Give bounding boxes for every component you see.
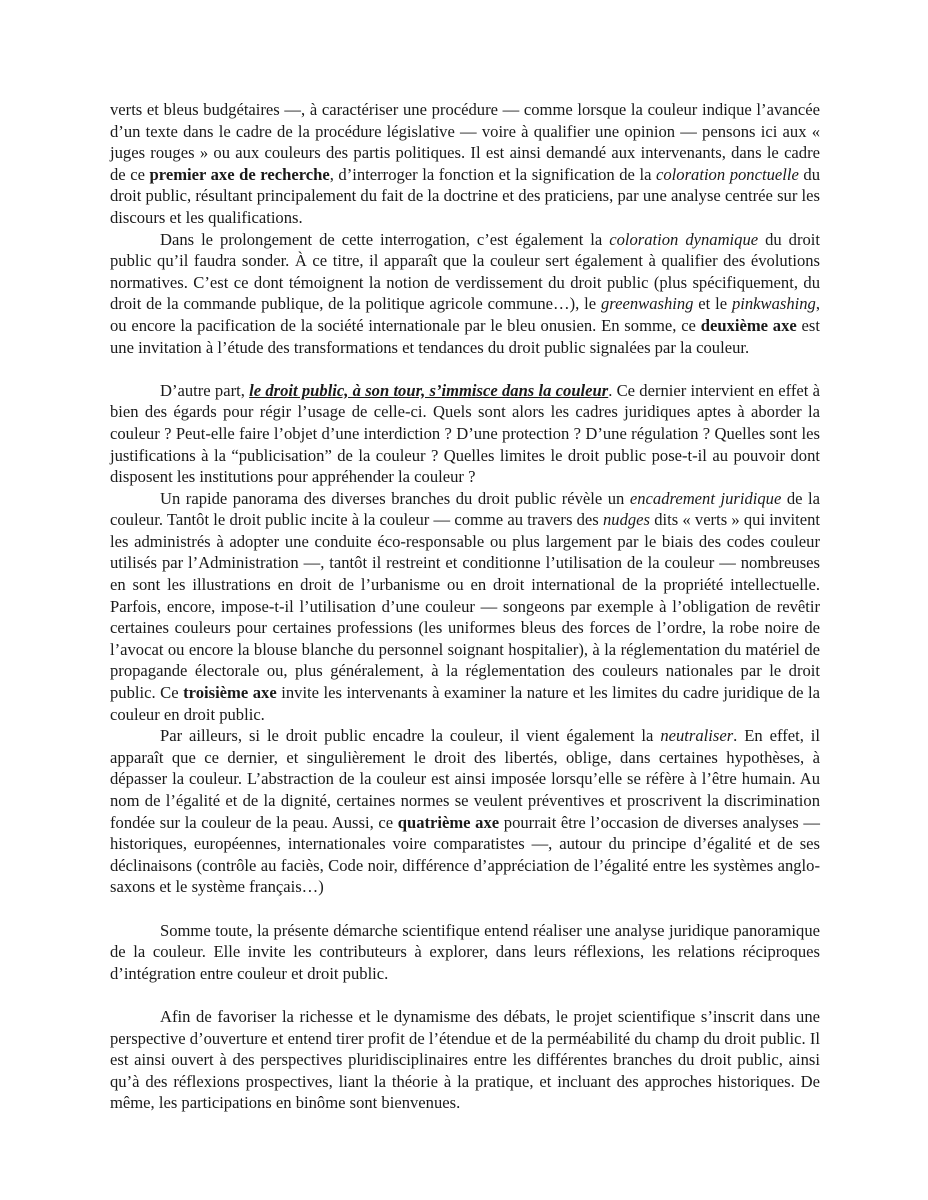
paragraph-axis-2: Dans le prolongement de cette interrogation, c’est également la coloration dynamique du droit public qu’il faudra sonder. À ce titre, il apparaît que la couleur sert également à qualifier des évolutions normatives. C’est ce dont témoignent la notion de verdissement du droit public (plus spécifiquement, du droit de la commande publique, de la politique agricole commune…), le greenwashing et le pinkwashing, ou encore la pacification de la société internationale par le bleu onusien. En somme, ce deuxième axe est une invitation à l’étude des transformations et tendances du droit public signalées par la couleur. xyxy=(110,229,820,357)
paragraph-second-part-intro: D’autre part, le droit public, à son tour, s’immisce dans la couleur. Ce dernier intervient en effet à bien des égards pour régir l’usage de celle-ci. Quels sont alors les cadres juridiques aptes à aborder la couleur ? Peut-elle faire l’objet d’une interdiction ? D’une protection ? D’une régulation ? Quelles sont les justifications à la “publicisation” de la couleur ? Quelles limites le droit public pose-t-il au pouvoir dont disposent les institutions pour appréhender la couleur ? xyxy=(110,380,820,487)
encadrement-juridique-term: encadrement juridique xyxy=(629,488,782,508)
paragraph-conclusion: Somme toute, la présente démarche scientifique entend réaliser une analyse juridique panoramique de la couleur. Elle invite les contributeurs à explorer, dans leurs réflexions, les relations réciproques d’intégration entre couleur et droit public. xyxy=(110,920,820,983)
axis-1-label: premier axe de recherche xyxy=(149,164,330,184)
axis-4-label: quatrième axe xyxy=(397,812,500,832)
coloration-ponctuelle-term: coloration ponctuelle xyxy=(656,164,799,184)
paragraph-openness: Afin de favoriser la richesse et le dynamisme des débats, le projet scientifique s’inscrit dans une perspective d’ouverture et entend tirer profit de l’étendue et de la perméabilité du champ du droit public. Il est ainsi ouvert à des perspectives pluridisciplinaires entre les différentes branches du droit public, ainsi qu’à des réflexions prospectives, liant la théorie à la pratique, et incluant des approches historiques. De même, les participations en binôme sont bienvenues. xyxy=(110,1006,820,1113)
second-part-heading: le droit public, à son tour, s’immisce dans la couleur xyxy=(249,380,609,400)
nudges-term: nudges xyxy=(602,510,650,530)
paragraph-axis-3: Un rapide panorama des diverses branches du droit public révèle un encadrement juridique de la couleur. Tantôt le droit public incite à la couleur — comme au travers des nudges dits « verts » qui invitent les administrés à adopter une conduite éco-responsable ou plus largement par le biais des codes couleur utilisés par l’Administration —, tantôt il restreint et conditionne l’utilisation de la couleur — nombreuses en sont les illustrations en droit de l’urbanisme ou en droit international de la propriété intellectuelle. Parfois, encore, impose-t-il l’utilisation d’une couleur — songeons par exemple à l’obligation de revêtir certaines couleurs pour certaines professions (les uniformes bleus des forces de l’ordre, la robe noire de l’avocat ou encore la blouse blanche du personnel soignant hospitalier), à la réglementation du matériel de propagande électorale ou, plus généralement, à la réglementation des couleurs nationales par le droit public. Ce troisième axe invite les intervenants à examiner la nature et les limites du cadre juridique de la couleur en droit public. xyxy=(110,488,821,724)
neutraliser-term: neutraliser xyxy=(660,726,734,746)
axis-2-label: deuxième axe xyxy=(700,315,797,335)
pinkwashing-term: pinkwashing xyxy=(731,294,816,314)
coloration-dynamique-term: coloration dynamique xyxy=(609,229,759,249)
axis-3-label: troisième axe xyxy=(183,683,277,703)
greenwashing-term: greenwashing xyxy=(600,294,694,314)
paragraph-axis-4: Par ailleurs, si le droit public encadre la couleur, il vient également la neutraliser. En effet, il apparaît que ce dernier, et singulièrement le droit des libertés, oblige, dans certaines hypothèses, à dépasser la couleur. L’abstraction de la couleur est ainsi imposée lorsqu’elle se réfère à l’être humain. Au nom de l’égalité et de la dignité, certaines normes se veulent préventives et proscrivent la discrimination fondée sur la couleur de la peau. Aussi, ce quatrième axe pourrait être l’occasion de diverses analyses — historiques, européennes, internationales voire comparatistes —, autour du principe d’égalité et de ses déclinaisons (contrôle au faciès, Code noir, différence d’appréciation de l’égalité entre les systèmes anglo-saxons et le système français…) xyxy=(110,726,820,897)
paragraph-axis-1: verts et bleus budgétaires —, à caractériser une procédure — comme lorsque la couleur indique l’avancée d’un texte dans le cadre de la procédure législative — voire à qualifier une opinion — pensons ici aux « juges rouges » ou aux couleurs des partis politiques. Il est ainsi demandé aux intervenants, dans le cadre de ce premier axe de recherche, d’interroger la fonction et la signification de la coloration ponctuelle du droit public, résultant principalement du fait de la doctrine et des praticiens, par une analyse centrée sur les discours et les qualifications. xyxy=(110,100,821,227)
